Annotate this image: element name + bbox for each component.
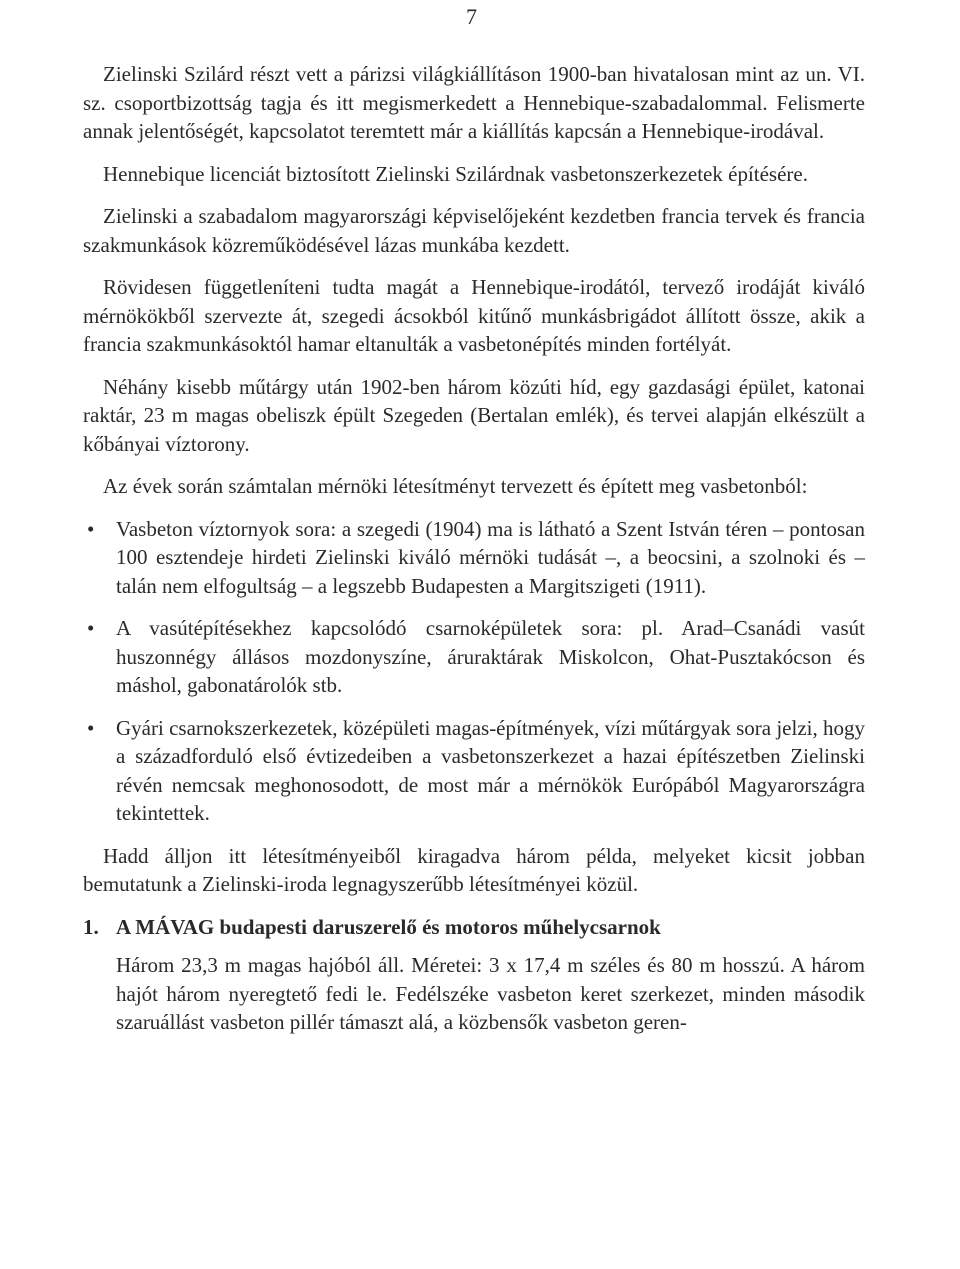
paragraph-examples-intro: Hadd álljon itt létesítményeiből kiragadva három példa, melyeket kicsit jobban bemutatunk a Zielinski-iroda legnagyszerűbb létesítményei közül. xyxy=(83,843,865,896)
bullet-icon: • xyxy=(87,616,95,640)
paragraph-exhibition: Zielinski Szilárd részt vett a párizsi világkiállításon 1900-ban hivatalosan mint az un. VI. sz. csoportbizottság tagja és itt megismerkedett a Hennebique-szabadalommal. Felismerte annak jelentőségét, kapcsolatot teremtett már a kiállítás kapcsán a Hennebique-irodával. xyxy=(83,62,865,143)
page-number: 7 xyxy=(466,4,477,29)
section-text: Három 23,3 m magas hajóból áll. Méretei: 3 x 17,4 m széles és 80 m hosszú. A három hajót három nyeregtető fedi le. Fedélszéke vasbeton keret szerkezet, minden második szaruállást vasbeton pillér támaszt alá, a közbensők vasbeton geren- xyxy=(116,953,865,1034)
section-title: A MÁVAG budapesti daruszerelő és motoros műhelycsarnok xyxy=(116,914,661,939)
document-body xyxy=(83,60,865,1051)
list-item xyxy=(83,714,865,828)
list-item-text: Gyári csarnokszerkezetek, középületi magas-építmények, vízi műtárgyak sora jelzi, hogy a századforduló első évtizedeiben a vasbetonszerkezet a hazai építészetben Zielinski révén nemcsak meghonosodott, de most már a mérnökök Európából Magyarországra tekintettek. xyxy=(116,715,865,825)
list-item xyxy=(83,614,865,700)
section-number: 1. xyxy=(83,914,99,939)
section-heading xyxy=(83,913,865,942)
list-item xyxy=(83,515,865,601)
list-item-text: A vasútépítésekhez kapcsolódó csarnoképületek sora: pl. Arad–Csanádi vasút huszonnégy állásos mozdonyszíne, áruraktárak Miskolcon, Ohat-Pusztakócson és máshol, gabonatárolók stb. xyxy=(116,616,865,697)
bullet-icon: • xyxy=(87,715,95,740)
works-list xyxy=(83,515,865,828)
paragraph-patent-representative: Zielinski a szabadalom magyarországi képviselőjeként kezdetben francia tervek és francia szakmunkások közreműködésével lázas munkába kezdett. xyxy=(83,204,865,257)
paragraph-first-works: Néhány kisebb műtárgy után 1902-ben három közúti híd, egy gazdasági épület, katonai raktár, 23 m magas obeliszk épült Szegeden (Bertalan emlék), és tervei alapján elkészült a kőbányai víztorony. xyxy=(83,374,865,456)
bullet-icon: • xyxy=(87,516,95,541)
list-item-text: Vasbeton víztornyok sora: a szegedi (1904) ma is látható a Szent István téren – pontosan 100 esztendeje hirdeti Zielinski kiváló mérnöki tudását –, a beocsini, a szolnoki és – talán nem elfogultság – a legszebb Budapesten a Margitszigeti (1911). xyxy=(116,516,865,598)
paragraph-list-intro: Az évek során számtalan mérnöki létesítményt tervezett és épített meg vasbetonból: xyxy=(103,474,808,498)
paragraph-independence: Rövidesen függetleníteni tudta magát a Hennebique-irodától, tervező irodáját kiváló mérnökökből szervezte át, szegedi ácsokból kitűnő munkásbrigádot állított össze, akik a francia szakmunkásoktól hamar eltanulták a vasbetonépítés minden fortélyát. xyxy=(83,275,865,356)
paragraph-licence: Hennebique licenciát biztosított Zielinski Szilárdnak vasbetonszerkezetek építésére. xyxy=(103,161,808,186)
